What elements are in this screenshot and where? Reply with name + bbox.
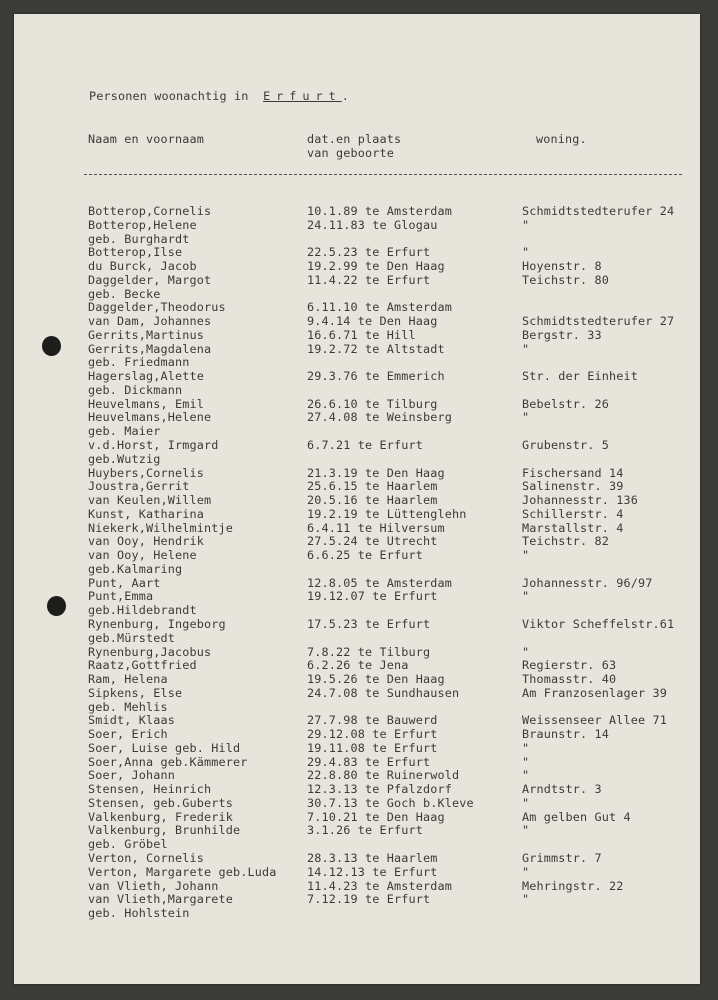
- person-name: geb.Kalmaring: [88, 561, 183, 576]
- birth-info: 9.4.14 te Den Haag: [307, 314, 438, 329]
- person-row: [14, 852, 700, 866]
- person-name: Botterop,Cornelis: [88, 204, 212, 218]
- birth-info: 19.5.26 te Den Haag: [307, 672, 445, 687]
- person-row: [14, 233, 700, 247]
- person-row: [14, 824, 700, 838]
- person-name: geb.Hildebrandt: [88, 603, 197, 618]
- person-row: [14, 783, 700, 797]
- person-name: van Keulen,Willem: [88, 493, 212, 508]
- person-name: Stensen, Heinrich: [88, 782, 212, 797]
- person-name: Huybers,Cornelis: [88, 465, 205, 480]
- person-name: Gerrits,Martinus: [88, 327, 205, 342]
- person-row: [14, 632, 700, 646]
- address: Grimmstr. 7: [522, 850, 602, 865]
- person-row: [14, 329, 700, 343]
- person-row: [14, 673, 700, 687]
- address: Str. der Einheit: [522, 369, 639, 384]
- person-row: [14, 508, 700, 522]
- address: ": [522, 341, 530, 356]
- person-name: Punt,Emma: [88, 589, 154, 604]
- person-name: geb. Becke: [88, 286, 161, 301]
- address: Schmidtstedterufer 27: [522, 314, 675, 329]
- person-row: [14, 301, 700, 315]
- person-row: [14, 563, 700, 577]
- person-name: geb.Wutzig: [88, 451, 161, 466]
- person-name: geb. Burghardt: [88, 231, 190, 246]
- birth-info: 20.5.16 te Haarlem: [307, 493, 438, 508]
- person-row: [14, 604, 700, 618]
- birth-info: 24.11.83 te Glogau: [307, 217, 438, 232]
- address: Schillerstr. 4: [522, 506, 624, 521]
- address: Schmidtstedterufer 24: [522, 204, 675, 218]
- person-name: Botterop,Ilse: [88, 245, 183, 260]
- person-row: [14, 701, 700, 715]
- person-name: geb.Mürstedt: [88, 630, 176, 645]
- person-row: [14, 494, 700, 508]
- person-name: geb. Dickmann: [88, 382, 183, 397]
- person-row: [14, 797, 700, 811]
- person-name: van Ooy, Hendrik: [88, 534, 205, 549]
- birth-info: 6.2.26 te Jena: [307, 658, 409, 673]
- person-name: Verton, Cornelis: [88, 850, 205, 865]
- person-name: Kunst, Katharina: [88, 506, 205, 521]
- birth-info: 6.6.25 te Erfurt: [307, 548, 424, 563]
- person-row: [14, 714, 700, 728]
- birth-info: 19.2.99 te Den Haag: [307, 259, 445, 274]
- birth-info: 22.5.23 te Erfurt: [307, 245, 431, 260]
- address: ": [522, 795, 530, 810]
- person-name: Stensen, geb.Guberts: [88, 795, 234, 810]
- address: Fischersand 14: [522, 465, 624, 480]
- address: Salinenstr. 39: [522, 479, 624, 494]
- birth-info: 27.4.08 te Weinsberg: [307, 410, 453, 425]
- person-name: Valkenburg, Brunhilde: [88, 823, 241, 838]
- person-row: [14, 646, 700, 660]
- punch-hole: [47, 596, 66, 616]
- title-suffix: .: [341, 89, 349, 103]
- person-row: [14, 659, 700, 673]
- person-row: [14, 480, 700, 494]
- birth-info: 16.6.71 te Hill: [307, 327, 416, 342]
- person-row: [14, 742, 700, 756]
- person-name: Daggelder, Margot: [88, 272, 212, 287]
- birth-info: 30.7.13 te Goch b.Kleve: [307, 795, 474, 810]
- column-header-birth-line2: van geboorte: [307, 146, 395, 160]
- person-row: [14, 838, 700, 852]
- person-name: Valkenburg, Frederik: [88, 809, 234, 824]
- person-row: [14, 453, 700, 467]
- birth-info: 29.12.08 te Erfurt: [307, 727, 438, 742]
- birth-info: 14.12.13 te Erfurt: [307, 864, 438, 879]
- address: ": [522, 589, 530, 604]
- birth-info: 6.4.11 te Hilversum: [307, 520, 445, 535]
- address: Grubenstr. 5: [522, 438, 610, 453]
- address: Am gelben Gut 4: [522, 809, 631, 824]
- birth-info: 19.11.08 te Erfurt: [307, 740, 438, 755]
- address: Arndtstr. 3: [522, 782, 602, 797]
- birth-info: 6.11.10 te Amsterdam: [307, 300, 453, 315]
- address: Johannesstr. 96/97: [522, 575, 653, 590]
- column-header-address: woning.: [536, 132, 587, 146]
- address: ": [522, 548, 530, 563]
- person-row: [14, 411, 700, 425]
- address: Am Franzosenlager 39: [522, 685, 668, 700]
- address: Bergstr. 33: [522, 327, 602, 342]
- person-name: Rynenburg, Ingeborg: [88, 616, 226, 631]
- address: Braunstr. 14: [522, 727, 610, 742]
- person-row: [14, 893, 700, 907]
- address: ": [522, 410, 530, 425]
- person-name: Joustra,Gerrit: [88, 479, 190, 494]
- person-row: [14, 274, 700, 288]
- person-name: Smidt, Klaas: [88, 713, 176, 728]
- address: ": [522, 217, 530, 232]
- person-name: Punt, Aart: [88, 575, 161, 590]
- person-row: [14, 467, 700, 481]
- person-name: Sipkens, Else: [88, 685, 183, 700]
- person-row: [14, 907, 700, 921]
- birth-info: 11.4.22 te Erfurt: [307, 272, 431, 287]
- person-name: van Dam, Johannes: [88, 314, 212, 329]
- person-row: [14, 866, 700, 880]
- birth-info: 19.2.19 te Lüttenglehn: [307, 506, 467, 521]
- person-row: [14, 384, 700, 398]
- birth-info: 17.5.23 te Erfurt: [307, 616, 431, 631]
- person-name: Soer, Johann: [88, 768, 176, 783]
- person-row: [14, 205, 700, 219]
- birth-info: 22.8.80 te Ruinerwold: [307, 768, 460, 783]
- person-row: [14, 687, 700, 701]
- birth-info: 21.3.19 te Den Haag: [307, 465, 445, 480]
- person-name: Ram, Helena: [88, 672, 168, 687]
- person-row: [14, 398, 700, 412]
- person-name: Hagerslag,Alette: [88, 369, 205, 384]
- address: Viktor Scheffelstr.61: [522, 616, 675, 631]
- person-row: [14, 288, 700, 302]
- person-name: Heuvelmans,Helene: [88, 410, 212, 425]
- person-row: [14, 315, 700, 329]
- person-row: [14, 549, 700, 563]
- person-name: du Burck, Jacob: [88, 259, 197, 274]
- address: Teichstr. 80: [522, 272, 610, 287]
- person-row: [14, 756, 700, 770]
- birth-info: 26.6.10 te Tilburg: [307, 396, 438, 411]
- birth-info: 7.12.19 te Erfurt: [307, 892, 431, 907]
- birth-info: 10.1.89 te Amsterdam: [307, 204, 453, 218]
- person-name: Botterop,Helene: [88, 217, 197, 232]
- title-prefix: Personen woonachtig in: [89, 89, 249, 103]
- person-name: van Ooy, Helene: [88, 548, 197, 563]
- person-row: [14, 535, 700, 549]
- birth-info: 6.7.21 te Erfurt: [307, 438, 424, 453]
- address: Johannesstr. 136: [522, 493, 639, 508]
- person-name: geb. Maier: [88, 424, 161, 439]
- address: ": [522, 823, 530, 838]
- punch-hole: [42, 336, 61, 356]
- person-list: [14, 205, 700, 921]
- person-name: Niekerk,Wilhelmintje: [88, 520, 234, 535]
- address: Teichstr. 82: [522, 534, 610, 549]
- birth-info: 7.10.21 te Den Haag: [307, 809, 445, 824]
- address: ": [522, 644, 530, 659]
- document-page: [14, 14, 700, 984]
- birth-info: 27.5.24 te Utrecht: [307, 534, 438, 549]
- person-row: [14, 811, 700, 825]
- address: Mehringstr. 22: [522, 878, 624, 893]
- address: ": [522, 740, 530, 755]
- person-name: Verton, Margarete geb.Luda: [88, 864, 277, 879]
- person-row: [14, 590, 700, 604]
- birth-info: 28.3.13 te Haarlem: [307, 850, 438, 865]
- address: Marstallstr. 4: [522, 520, 624, 535]
- header-divider: [84, 174, 682, 175]
- person-row: [14, 728, 700, 742]
- document-title: [89, 89, 349, 103]
- title-city: Erfurt: [263, 89, 342, 103]
- birth-info: 12.8.05 te Amsterdam: [307, 575, 453, 590]
- birth-info: 19.2.72 te Altstadt: [307, 341, 445, 356]
- person-row: [14, 356, 700, 370]
- person-name: Rynenburg,Jacobus: [88, 644, 212, 659]
- person-row: [14, 439, 700, 453]
- person-row: [14, 425, 700, 439]
- birth-info: 24.7.08 te Sundhausen: [307, 685, 460, 700]
- column-header-birth-line1: dat.en plaats: [307, 132, 402, 146]
- person-name: geb. Hohlstein: [88, 906, 190, 921]
- column-header-birth: [307, 132, 401, 160]
- birth-info: 12.3.13 te Pfalzdorf: [307, 782, 453, 797]
- address: ": [522, 892, 530, 907]
- person-name: Soer, Erich: [88, 727, 168, 742]
- address: ": [522, 864, 530, 879]
- person-name: Raatz,Gottfried: [88, 658, 197, 673]
- person-name: van Vlieth,Margarete: [88, 892, 234, 907]
- person-row: [14, 577, 700, 591]
- person-row: [14, 260, 700, 274]
- person-name: geb. Gröbel: [88, 837, 168, 852]
- address: ": [522, 245, 530, 260]
- birth-info: 29.3.76 te Emmerich: [307, 369, 445, 384]
- person-row: [14, 618, 700, 632]
- birth-info: 11.4.23 te Amsterdam: [307, 878, 453, 893]
- person-name: geb. Friedmann: [88, 355, 190, 370]
- person-row: [14, 343, 700, 357]
- person-name: v.d.Horst, Irmgard: [88, 438, 219, 453]
- column-header-name: Naam en voornaam: [88, 132, 205, 146]
- birth-info: 7.8.22 te Tilburg: [307, 644, 431, 659]
- address: Hoyenstr. 8: [522, 259, 602, 274]
- address: Thomasstr. 40: [522, 672, 617, 687]
- address: ": [522, 754, 530, 769]
- address: Bebelstr. 26: [522, 396, 610, 411]
- address: ": [522, 768, 530, 783]
- birth-info: 19.12.07 te Erfurt: [307, 589, 438, 604]
- person-row: [14, 522, 700, 536]
- person-row: [14, 370, 700, 384]
- birth-info: 25.6.15 te Haarlem: [307, 479, 438, 494]
- person-row: [14, 880, 700, 894]
- person-name: Soer,Anna geb.Kämmerer: [88, 754, 248, 769]
- person-name: geb. Mehlis: [88, 699, 168, 714]
- birth-info: 3.1.26 te Erfurt: [307, 823, 424, 838]
- person-name: Gerrits,Magdalena: [88, 341, 212, 356]
- address: Regierstr. 63: [522, 658, 617, 673]
- person-name: van Vlieth, Johann: [88, 878, 219, 893]
- person-row: [14, 219, 700, 233]
- person-name: Soer, Luise geb. Hild: [88, 740, 241, 755]
- person-name: Heuvelmans, Emil: [88, 396, 205, 411]
- person-row: [14, 769, 700, 783]
- person-row: [14, 246, 700, 260]
- person-name: Daggelder,Theodorus: [88, 300, 226, 315]
- birth-info: 27.7.98 te Bauwerd: [307, 713, 438, 728]
- birth-info: 29.4.83 te Erfurt: [307, 754, 431, 769]
- address: Weissenseer Allee 71: [522, 713, 668, 728]
